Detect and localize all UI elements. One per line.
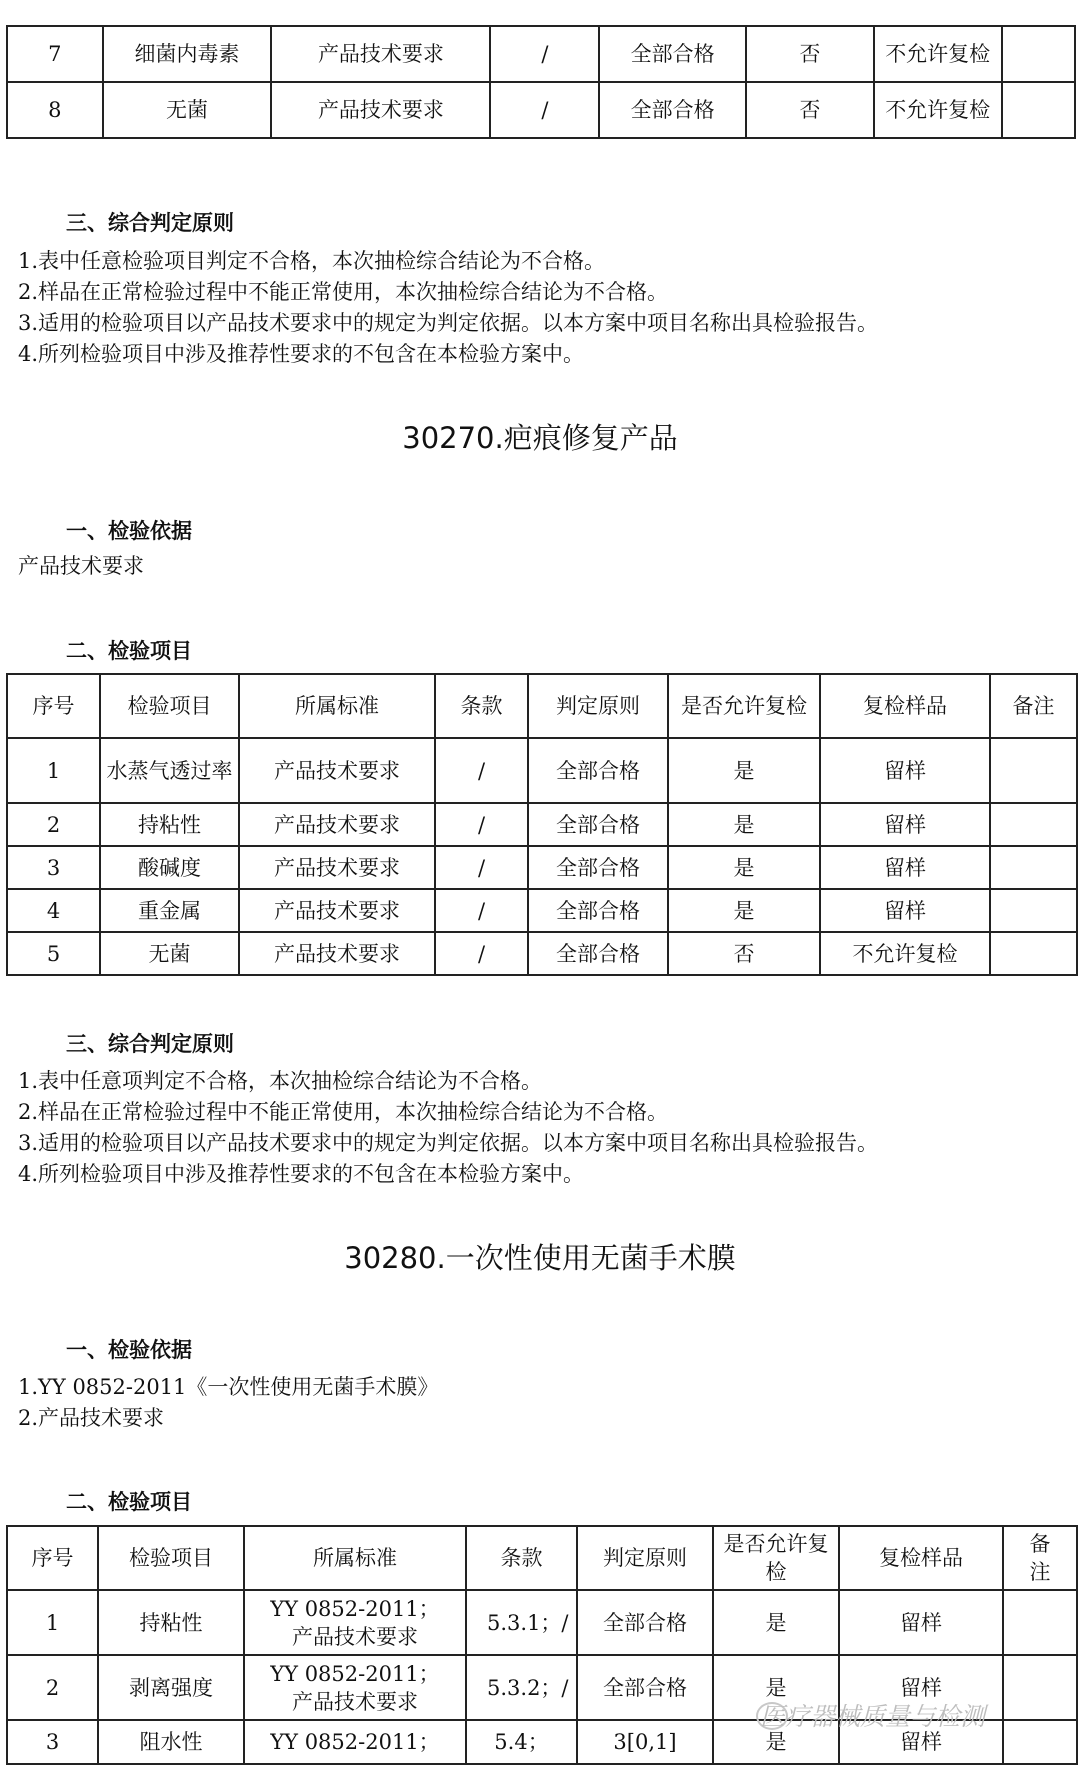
list-item: 产品技术要求 <box>18 554 144 578</box>
cell: 2 <box>7 1655 98 1720</box>
table-row <box>7 932 1077 975</box>
cell: 产品技术要求 <box>239 803 435 846</box>
cell: / <box>435 932 528 975</box>
cell: 5 <box>7 932 100 975</box>
cell <box>990 738 1077 803</box>
cell <box>990 932 1077 975</box>
cell: 5.3.1；/ <box>466 1590 577 1655</box>
cell: 全部合格 <box>528 889 668 932</box>
principles-list <box>18 1066 878 1190</box>
column-header: 条款 <box>435 674 528 738</box>
column-header: 判定原则 <box>577 1526 713 1590</box>
table-row <box>7 1590 1077 1655</box>
list-item: 2.样品在正常检验过程中不能正常使用，本次抽检综合结论为不合格。 <box>18 280 669 304</box>
cell: 留样 <box>839 1590 1003 1655</box>
cell: 留样 <box>839 1720 1003 1764</box>
section-heading: 一、检验依据 <box>66 1338 192 1362</box>
column-header: 所属标准 <box>239 674 435 738</box>
cell: 全部合格 <box>528 803 668 846</box>
cell: 产品技术要求 <box>271 26 490 82</box>
cell: 是 <box>668 803 820 846</box>
cell <box>990 846 1077 889</box>
table-row <box>7 82 1075 138</box>
cell: 水蒸气透过率 <box>100 738 239 803</box>
cell: 是 <box>713 1655 839 1720</box>
cell: 产品技术要求 <box>239 846 435 889</box>
cell: 全部合格 <box>577 1590 713 1655</box>
cell: 8 <box>7 82 103 138</box>
cell: 3[0,1] <box>577 1720 713 1764</box>
list-item: 2.产品技术要求 <box>18 1406 165 1430</box>
page-title: 30270.疤痕修复产品 <box>402 421 678 455</box>
cell <box>990 803 1077 846</box>
column-header: 备注 <box>1003 1526 1077 1590</box>
table-row <box>7 738 1077 803</box>
basis-list <box>18 1372 438 1434</box>
cell: / <box>435 738 528 803</box>
cell: 产品技术要求 <box>239 738 435 803</box>
cell: 否 <box>668 932 820 975</box>
cell: 不允许复检 <box>820 932 990 975</box>
list-item: 3.适用的检验项目以产品技术要求中的规定为判定依据。以本方案中项目名称出具检验报告。 <box>18 1131 879 1155</box>
column-header: 检验项目 <box>98 1526 244 1590</box>
list-item: 4.所列检验项目中涉及推荐性要求的不包含在本检验方案中。 <box>18 1162 585 1186</box>
cell: 持粘性 <box>100 803 239 846</box>
cell: / <box>490 26 599 82</box>
column-header: 是否允许复检 <box>713 1526 839 1590</box>
cell: 留样 <box>820 889 990 932</box>
principles-list <box>18 246 878 370</box>
cell <box>1003 1655 1077 1720</box>
cell: 产品技术要求 <box>239 932 435 975</box>
cell: 1 <box>7 738 100 803</box>
cell: 产品技术要求 <box>271 82 490 138</box>
cell: 全部合格 <box>528 932 668 975</box>
list-item: 4.所列检验项目中涉及推荐性要求的不包含在本检验方案中。 <box>18 342 585 366</box>
cell: 是 <box>668 846 820 889</box>
cell: 全部合格 <box>528 738 668 803</box>
cell: 5.3.2；/ <box>466 1655 577 1720</box>
cell: 无菌 <box>100 932 239 975</box>
cell: 留样 <box>839 1655 1003 1720</box>
list-item: 1.YY 0852-2011《一次性使用无菌手术膜》 <box>18 1375 439 1399</box>
column-header: 判定原则 <box>528 674 668 738</box>
cell: 是 <box>668 889 820 932</box>
cell: YY 0852-2011；产品技术要求 <box>244 1655 466 1720</box>
cell: 留样 <box>820 803 990 846</box>
cell: 产品技术要求 <box>239 889 435 932</box>
cell: 留样 <box>820 846 990 889</box>
cell <box>1003 1720 1077 1764</box>
cell: 不允许复检 <box>874 26 1002 82</box>
section-heading: 一、检验依据 <box>66 519 192 543</box>
cell: 剥离强度 <box>98 1655 244 1720</box>
column-header: 序号 <box>7 674 100 738</box>
cell: 全部合格 <box>599 82 746 138</box>
cell: YY 0852-2011； <box>244 1720 466 1764</box>
cell: 是 <box>713 1590 839 1655</box>
cell <box>1003 1590 1077 1655</box>
top-table <box>6 25 1076 139</box>
list-item: 1.表中任意项判定不合格，本次抽检综合结论为不合格。 <box>18 1069 543 1093</box>
cell: 细菌内毒素 <box>103 26 272 82</box>
cell: 酸碱度 <box>100 846 239 889</box>
cell: / <box>435 846 528 889</box>
cell: 4 <box>7 889 100 932</box>
cell: 无菌 <box>103 82 272 138</box>
cell: 阻水性 <box>98 1720 244 1764</box>
column-header: 复检样品 <box>839 1526 1003 1590</box>
items-table-1 <box>6 673 1078 976</box>
section-heading: 三、综合判定原则 <box>66 1032 234 1056</box>
cell: 是 <box>668 738 820 803</box>
table-row <box>7 803 1077 846</box>
table-header-row <box>7 1526 1077 1590</box>
column-header: 所属标准 <box>244 1526 466 1590</box>
page-title: 30280.一次性使用无菌手术膜 <box>344 1241 736 1275</box>
column-header: 复检样品 <box>820 674 990 738</box>
list-item: 1.表中任意检验项目判定不合格，本次抽检综合结论为不合格。 <box>18 249 606 273</box>
column-header: 条款 <box>466 1526 577 1590</box>
cell: 1 <box>7 1590 98 1655</box>
cell: 5.4； <box>466 1720 577 1764</box>
cell: 2 <box>7 803 100 846</box>
cell: 不允许复检 <box>874 82 1002 138</box>
cell: 留样 <box>820 738 990 803</box>
cell: 重金属 <box>100 889 239 932</box>
cell: 全部合格 <box>528 846 668 889</box>
cell <box>990 889 1077 932</box>
cell: 全部合格 <box>599 26 746 82</box>
cell: 7 <box>7 26 103 82</box>
cell: 全部合格 <box>577 1655 713 1720</box>
cell <box>1002 82 1075 138</box>
column-header: 检验项目 <box>100 674 239 738</box>
cell: / <box>435 803 528 846</box>
list-item: 3.适用的检验项目以产品技术要求中的规定为判定依据。以本方案中项目名称出具检验报告。 <box>18 311 879 335</box>
column-header: 备注 <box>990 674 1077 738</box>
cell: / <box>490 82 599 138</box>
cell: 3 <box>7 1720 98 1764</box>
table-header-row <box>7 674 1077 738</box>
table-row <box>7 26 1075 82</box>
list-item: 2.样品在正常检验过程中不能正常使用，本次抽检综合结论为不合格。 <box>18 1100 669 1124</box>
table-row <box>7 846 1077 889</box>
cell <box>1002 26 1075 82</box>
cell: YY 0852-2011；产品技术要求 <box>244 1590 466 1655</box>
section-heading: 二、检验项目 <box>66 639 192 663</box>
section-heading: 二、检验项目 <box>66 1490 192 1514</box>
watermark: 医疗器械质量与检测 <box>760 1702 986 1731</box>
section-heading: 三、综合判定原则 <box>66 211 234 235</box>
cell: 否 <box>746 26 874 82</box>
cell: 否 <box>746 82 874 138</box>
column-header: 是否允许复检 <box>668 674 820 738</box>
cell: / <box>435 889 528 932</box>
basis-list <box>18 551 144 582</box>
column-header: 序号 <box>7 1526 98 1590</box>
table-row <box>7 889 1077 932</box>
cell: 3 <box>7 846 100 889</box>
cell: 持粘性 <box>98 1590 244 1655</box>
cell: 是 <box>713 1720 839 1764</box>
